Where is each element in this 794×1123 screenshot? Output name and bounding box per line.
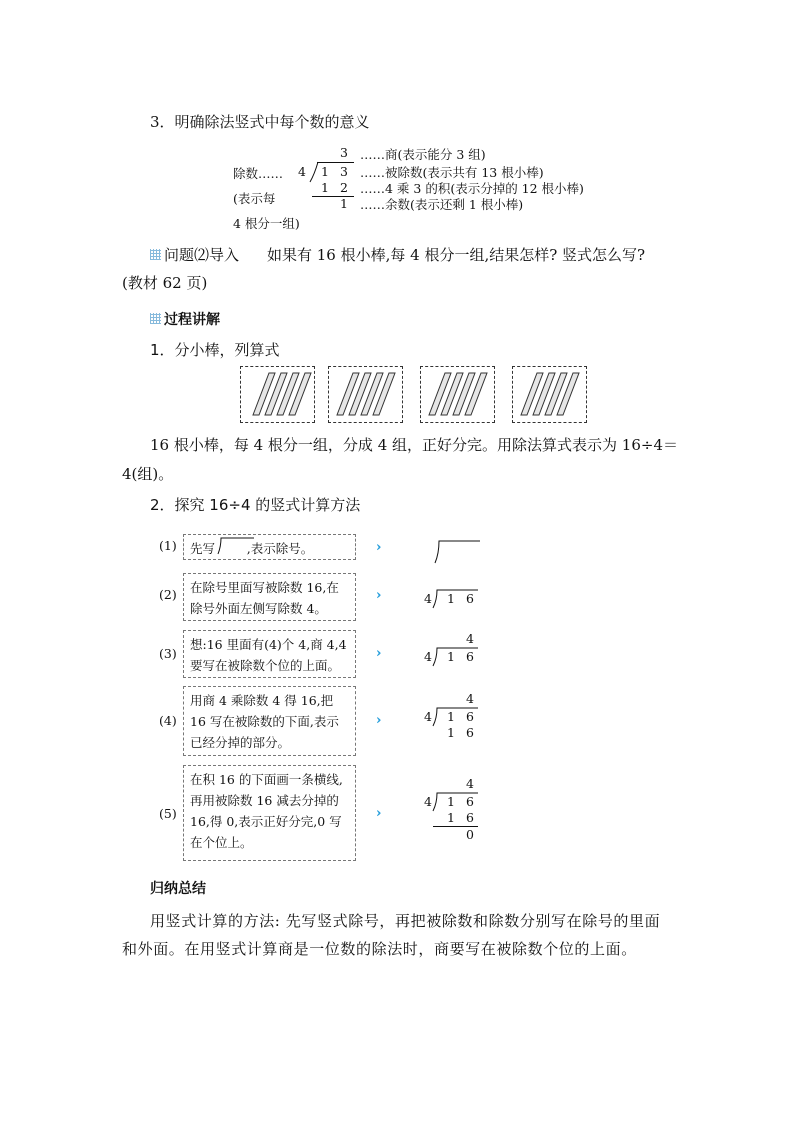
section3-heading: 3．明确除法竖式中每个数的意义 bbox=[150, 113, 370, 131]
step-text: 在积 16 的下面画一条横线,再用被除数 16 减去分掉的 16,得 0,表示正好分完,0 写在个位上。 bbox=[190, 772, 343, 850]
step-text: 在除号里面写被除数 16,在除号外面左侧写除数 4。 bbox=[190, 580, 339, 616]
calc-quotient: 4 bbox=[466, 631, 474, 646]
stick-group bbox=[512, 366, 587, 423]
sticks-icon bbox=[513, 367, 585, 421]
step-box bbox=[183, 765, 356, 861]
division-sign-icon bbox=[432, 540, 482, 564]
calc-dividend-tens: 1 bbox=[447, 649, 455, 664]
calc-dividend-ones: 6 bbox=[466, 794, 474, 809]
diagram-ann-remainder: ……余数(表示还剩 1 根小棒) bbox=[360, 197, 524, 212]
calc-divisor: 4 bbox=[424, 709, 432, 724]
diagram-ann-dividend: ……被除数(表示共有 13 根小棒) bbox=[360, 165, 544, 180]
diagram-divisor: 4 bbox=[298, 164, 306, 179]
diagram-product-tens: 1 bbox=[321, 180, 329, 195]
calc-product-ones: 6 bbox=[466, 725, 474, 740]
diagram-remainder: 1 bbox=[340, 196, 348, 211]
stick-group bbox=[328, 366, 403, 423]
diagram-bracket-curve bbox=[308, 161, 320, 183]
diagram-bracket-top bbox=[317, 162, 354, 163]
calc-dividend-ones: 6 bbox=[466, 709, 474, 724]
step-number: (1) bbox=[159, 538, 177, 553]
diagram-dividend-tens: 1 bbox=[321, 164, 329, 179]
calc-divisor: 4 bbox=[424, 591, 432, 606]
diagram-divisor-label: 除数…… bbox=[233, 166, 284, 181]
process-label: 过程讲解 bbox=[164, 312, 220, 328]
diagram-product-ones: 2 bbox=[340, 180, 348, 195]
diagram-divisor-note-1: (表示每 bbox=[233, 191, 276, 206]
diagram-quotient: 3 bbox=[340, 145, 348, 160]
calc-remainder: 0 bbox=[466, 827, 474, 842]
summary-label: 归纳总结 bbox=[150, 881, 206, 897]
calc-dividend-tens: 1 bbox=[447, 709, 455, 724]
calc-product-ones: 6 bbox=[466, 810, 474, 825]
step-box bbox=[183, 630, 356, 678]
calc-dividend-tens: 1 bbox=[447, 794, 455, 809]
sticks-icon bbox=[241, 367, 313, 421]
calc-divisor: 4 bbox=[424, 794, 432, 809]
division-sign-icon bbox=[216, 537, 256, 555]
calc-product-tens: 1 bbox=[447, 725, 455, 740]
stick-group bbox=[240, 366, 315, 423]
calc-divisor: 4 bbox=[424, 649, 432, 664]
calc-dividend-ones: 6 bbox=[466, 591, 474, 606]
grid-bullet-icon bbox=[150, 313, 161, 324]
step-number: (5) bbox=[159, 806, 177, 821]
calc-dividend-tens: 1 bbox=[447, 591, 455, 606]
sticks-icon bbox=[421, 367, 493, 421]
process-item2: 2．探究 16÷4 的竖式计算方法 bbox=[150, 496, 361, 514]
calc-product-tens: 1 bbox=[447, 810, 455, 825]
summary-line1: 用竖式计算的方法: 先写竖式除号，再把被除数和除数分别写在除号的里面 bbox=[150, 912, 661, 930]
calc-quotient: 4 bbox=[466, 776, 474, 791]
summary-line2: 和外面。在用竖式计算商是一位数的除法时，商要写在被除数个位的上面。 bbox=[122, 940, 637, 958]
step-box bbox=[183, 573, 356, 621]
diagram-ann-quotient: ……商(表示能分 3 组) bbox=[360, 147, 486, 162]
step-number: (4) bbox=[159, 713, 177, 728]
question2-label: 问题⑵导入 bbox=[164, 246, 240, 264]
step-number: (3) bbox=[159, 646, 177, 661]
sticks-icon bbox=[329, 367, 401, 421]
question2-text-line1: 如果有 16 根小棒,每 4 根分一组,结果怎样? 竖式怎么写? bbox=[267, 246, 646, 264]
stick-group bbox=[420, 366, 495, 423]
step-box bbox=[183, 534, 356, 560]
calc-quotient: 4 bbox=[466, 691, 474, 706]
question2-text-line2: (教材 62 页) bbox=[122, 274, 208, 292]
process-item1: 1．分小棒，列算式 bbox=[150, 341, 280, 359]
step-box bbox=[183, 686, 356, 756]
step-text: 想:16 里面有(4)个 4,商 4,4 要写在被除数个位的上面。 bbox=[190, 637, 347, 673]
process-para-line2: 4(组)。 bbox=[122, 465, 174, 483]
diagram-ann-product: ……4 乘 3 的积(表示分掉的 12 根小棒) bbox=[360, 181, 584, 196]
calc-dividend-ones: 6 bbox=[466, 649, 474, 664]
step-number: (2) bbox=[159, 587, 177, 602]
step-text: 用商 4 乘除数 4 得 16,把 16 写在被除数的下面,表示已经分掉的部分。 bbox=[190, 693, 339, 750]
diagram-divisor-note-2: 4 根分一组) bbox=[233, 216, 300, 231]
grid-bullet-icon bbox=[150, 249, 161, 260]
diagram-dividend-ones: 3 bbox=[340, 164, 348, 179]
process-para-line1: 16 根小棒，每 4 根分一组，分成 4 组，正好分完。用除法算式表示为 16÷4＝ bbox=[150, 436, 678, 454]
step-text: 先写 ,表示除号。 bbox=[190, 541, 314, 556]
